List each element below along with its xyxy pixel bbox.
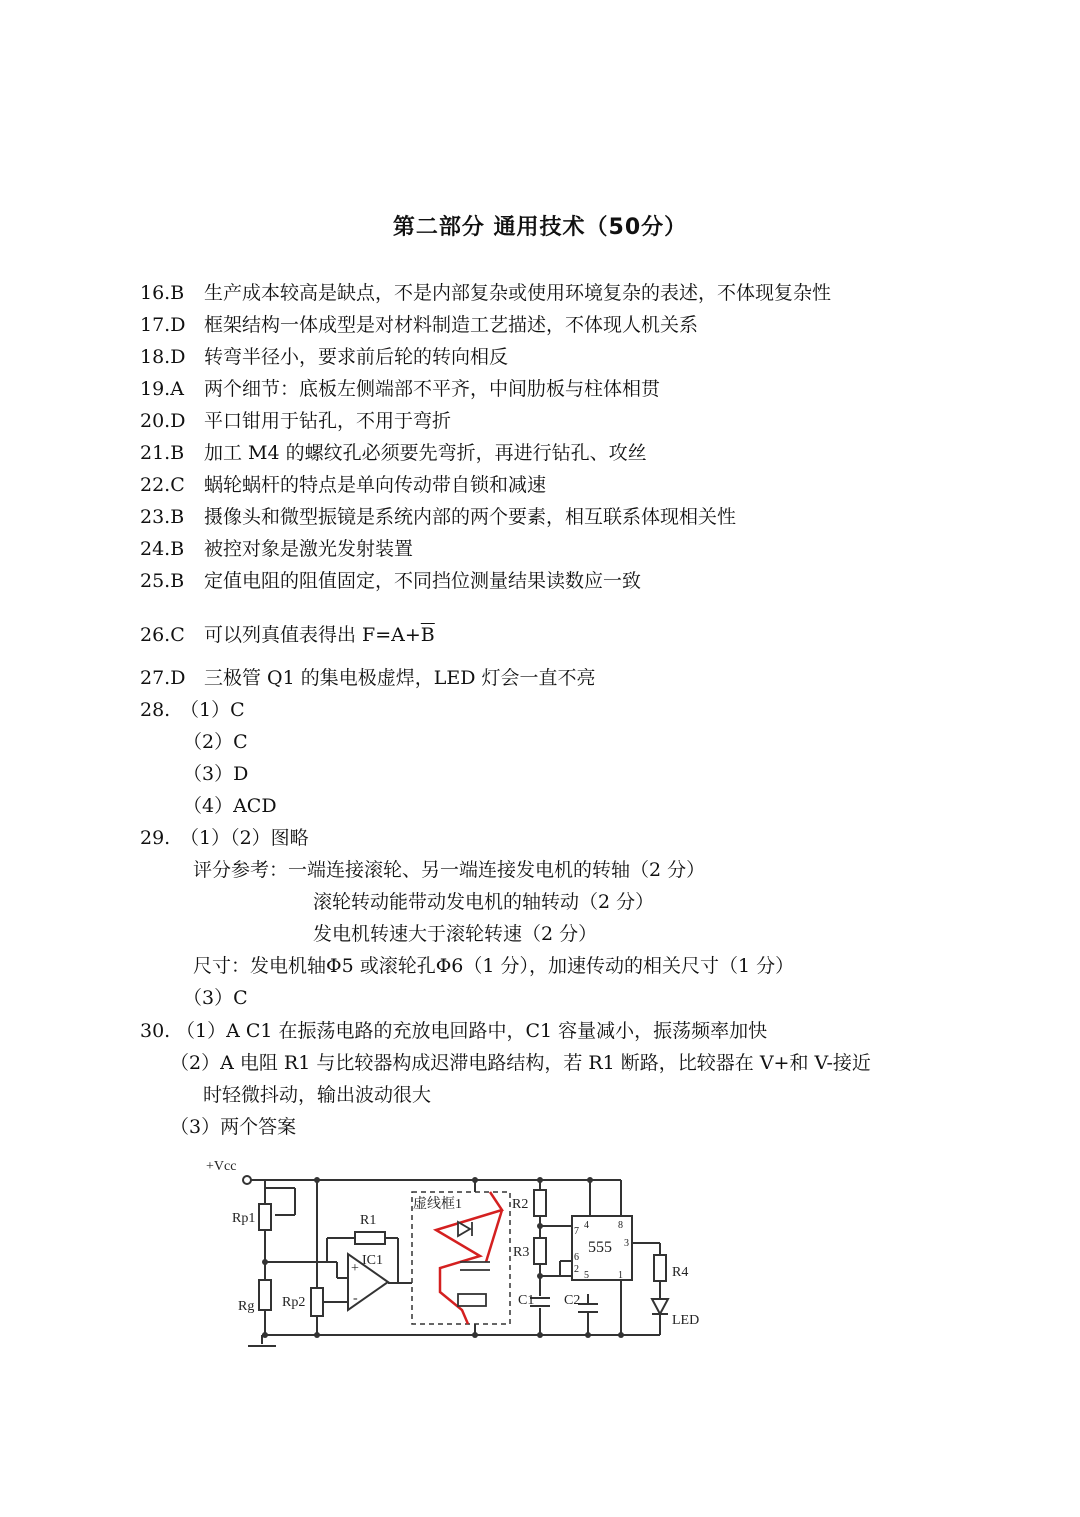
c2-label: C2 (564, 1293, 581, 1308)
answer-20: 20.D 平口钳用于钻孔，不用于弯折 (140, 410, 452, 432)
box-internals (458, 1222, 490, 1306)
answer-17: 17.D 框架结构一体成型是对材料制造工艺描述，不体现人机关系 (140, 314, 699, 336)
chip-label: 555 (588, 1239, 612, 1256)
pin-3: 3 (624, 1238, 629, 1249)
answer-28-2: （2）C (183, 731, 248, 753)
pin-1: 1 (618, 1270, 623, 1281)
r4-resistor (654, 1255, 666, 1281)
led-diode (652, 1299, 668, 1314)
minus-label: - (353, 1291, 358, 1306)
r3-resistor (534, 1238, 546, 1264)
answer-30-1: 30. （1）A C1 在振荡电路的充放电回路中，C1 容量减小，振荡频率加快 (140, 1020, 768, 1042)
answer-29-size: 尺寸：发电机轴Φ5 或滚轮孔Φ6（1 分），加速传动的相关尺寸（1 分） (193, 955, 795, 977)
pin-6: 6 (574, 1252, 579, 1263)
answer-28-4: （4）ACD (183, 795, 277, 817)
r2-label: R2 (512, 1197, 529, 1212)
answer-23: 23.B 摄像头和微型振镜是系统内部的两个要素，相互联系体现相关性 (140, 506, 737, 528)
circuit-caps (530, 1298, 668, 1314)
answer-29-3: （3）C (183, 987, 248, 1009)
plus-label: + (351, 1261, 359, 1276)
answer-16: 16.B 生产成本较高是缺点，不是内部复杂或使用环境复杂的表述，不体现复杂性 (140, 282, 832, 304)
rg-label: Rg (238, 1299, 255, 1314)
answer-18: 18.D 转弯半径小，要求前后轮的转向相反 (140, 346, 509, 368)
r2-resistor (534, 1190, 546, 1216)
pin-5: 5 (584, 1270, 589, 1281)
answer-29-score-1: 评分参考：一端连接滚轮、另一端连接发电机的转轴（2 分） (193, 859, 706, 881)
answer-29-1: 29. （1）（2）图略 (140, 827, 309, 849)
answer-25: 25.B 定值电阻的阻值固定，不同挡位测量结果读数应一致 (140, 570, 642, 592)
pin-4: 4 (584, 1220, 589, 1231)
answer-29-score-3: 发电机转速大于滚轮转速（2 分） (313, 923, 598, 945)
answer-29-score-2: 滚轮转动能带动发电机的轴转动（2 分） (313, 891, 655, 913)
vcc-terminal (243, 1176, 251, 1184)
answer-24: 24.B 被控对象是激光发射装置 (140, 538, 414, 560)
answer-30-2b: 时轻微抖动，输出波动很大 (203, 1084, 432, 1106)
r3-label: R3 (513, 1245, 530, 1260)
section-title: 第二部分 通用技术（50分） (392, 215, 688, 240)
pin-7: 7 (574, 1226, 579, 1237)
answer-30-2a: （2）A 电阻 R1 与比较器构成迟滞电路结构，若 R1 断路，比较器在 V+和 V-接近 (170, 1052, 871, 1074)
b-bar: $\overline{B}$ (420, 624, 435, 646)
rp1-label: Rp1 (232, 1211, 256, 1226)
pin-2: 2 (574, 1264, 579, 1275)
led-label: LED (672, 1313, 700, 1328)
answer-30-3: （3）两个答案 (170, 1116, 297, 1138)
answer-22: 22.C 蜗轮蜗杆的特点是单向传动带自锁和减速 (140, 474, 547, 496)
rp1-resistor (259, 1204, 271, 1230)
ic1-label: IC1 (362, 1253, 383, 1268)
answer-28-1: 28. （1）C (140, 699, 245, 721)
answer-26: 26.C 可以列真值表得出 $F=A+\overline{B}$ (140, 624, 435, 646)
r1-resistor (355, 1232, 385, 1244)
answer-19: 19.A 两个细节：底板左侧端部不平齐，中间肋板与柱体相贯 (140, 378, 661, 400)
circuit-diagram (200, 1152, 740, 1360)
vcc-label: +Vcc (206, 1159, 237, 1174)
answer-21: 21.B 加工 M4 的螺纹孔必须要先弯折，再进行钻孔、攻丝 (140, 442, 647, 464)
pin-8: 8 (618, 1220, 623, 1231)
rg-resistor (259, 1280, 271, 1310)
r4-label: R4 (672, 1265, 689, 1280)
r1-label: R1 (360, 1213, 377, 1228)
rp2-label: Rp2 (282, 1295, 306, 1310)
box-label: 虚线框1 (413, 1197, 462, 1212)
c1-label: C1 (518, 1293, 535, 1308)
rp2-resistor (311, 1288, 323, 1316)
answer-28-3: （3）D (183, 763, 249, 785)
answer-27: 27.D 三极管 Q1 的集电极虚焊，LED 灯会一直不亮 (140, 667, 596, 689)
